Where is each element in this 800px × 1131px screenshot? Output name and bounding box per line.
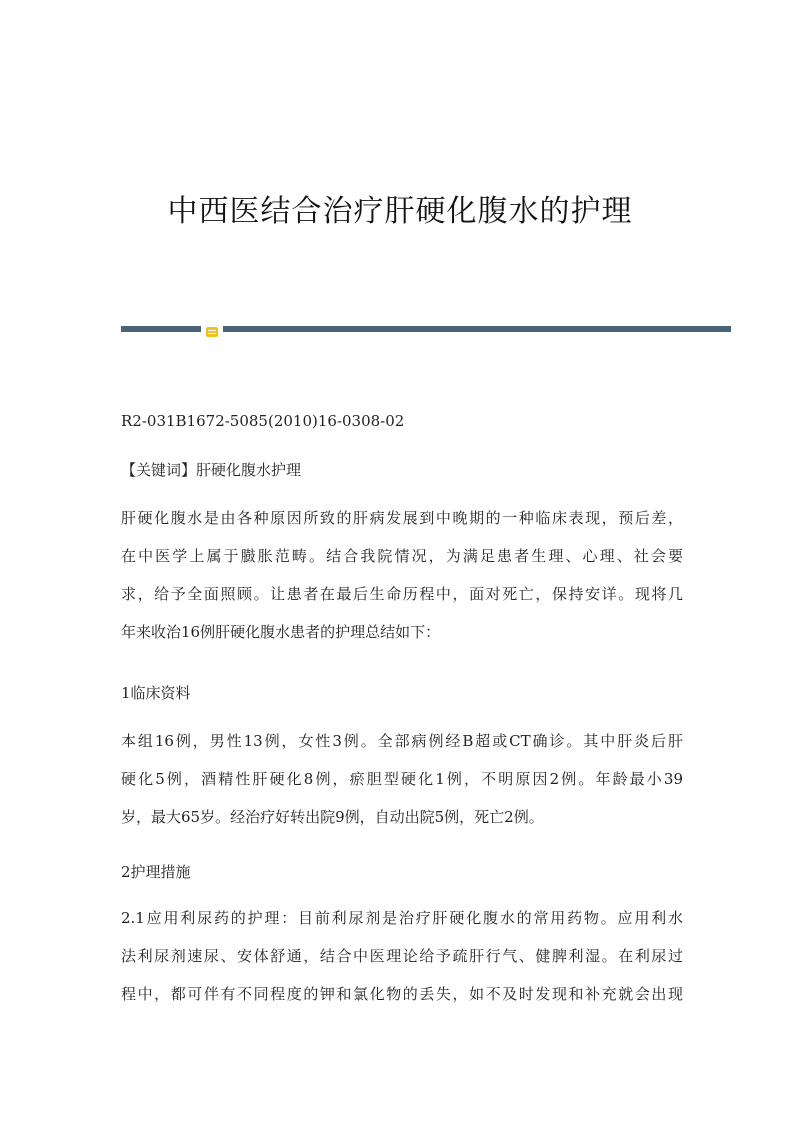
intro-line: 肝硬化腹水是由各种原因所致的肝病发展到中晚期的一种临床表现，预后差，	[121, 509, 683, 527]
section2-1-line: 2.1应用利尿药的护理：目前利尿剂是治疗肝硬化腹水的常用药物。应用利水	[121, 909, 683, 927]
intro-line: 年来收治16例肝硬化腹水患者的护理总结如下：	[121, 623, 441, 641]
section1-line: 本组16例，男性13例，女性3例。全部病例经B超或CT确诊。其中肝炎后肝	[121, 732, 683, 750]
section2-heading: 2护理措施	[121, 863, 191, 881]
section1-paragraph	[121, 731, 683, 827]
document-title: 中西医结合治疗肝硬化腹水的护理	[167, 194, 633, 229]
section1-heading: 1临床资料	[121, 684, 191, 702]
section1-line: 岁，最大65岁。经治疗好转出院9例，自动出院5例，死亡2例。	[121, 808, 544, 826]
intro-paragraph	[121, 508, 683, 642]
divider-bar-right	[223, 326, 731, 332]
intro-line: 在中医学上属于臌胀范畴。结合我院情况，为满足患者生理、心理、社会要	[121, 547, 683, 565]
section1-line: 硬化5例，酒精性肝硬化8例，瘀胆型硬化1例，不明原因2例。年龄最小39	[121, 770, 683, 788]
document-code: R2-031B1672-5085(2010)16-0308-02	[121, 412, 405, 430]
keywords-line: 【关键词】肝硬化腹水护理	[121, 461, 302, 479]
ornament-shape	[206, 327, 218, 337]
title-divider	[121, 323, 731, 335]
section2-1-paragraph	[121, 908, 683, 1004]
divider-bar-left	[121, 326, 201, 332]
divider-ornament-icon	[205, 323, 219, 335]
section2-1-line: 法利尿剂速尿、安体舒通，结合中医理论给予疏肝行气、健脾利湿。在利尿过	[121, 947, 683, 965]
section2-1-line: 程中，都可伴有不同程度的钾和氯化物的丢失，如不及时发现和补充就会出现	[121, 985, 683, 1003]
intro-line: 求，给予全面照顾。让患者在最后生命历程中，面对死亡，保持安详。现将几	[121, 585, 683, 603]
